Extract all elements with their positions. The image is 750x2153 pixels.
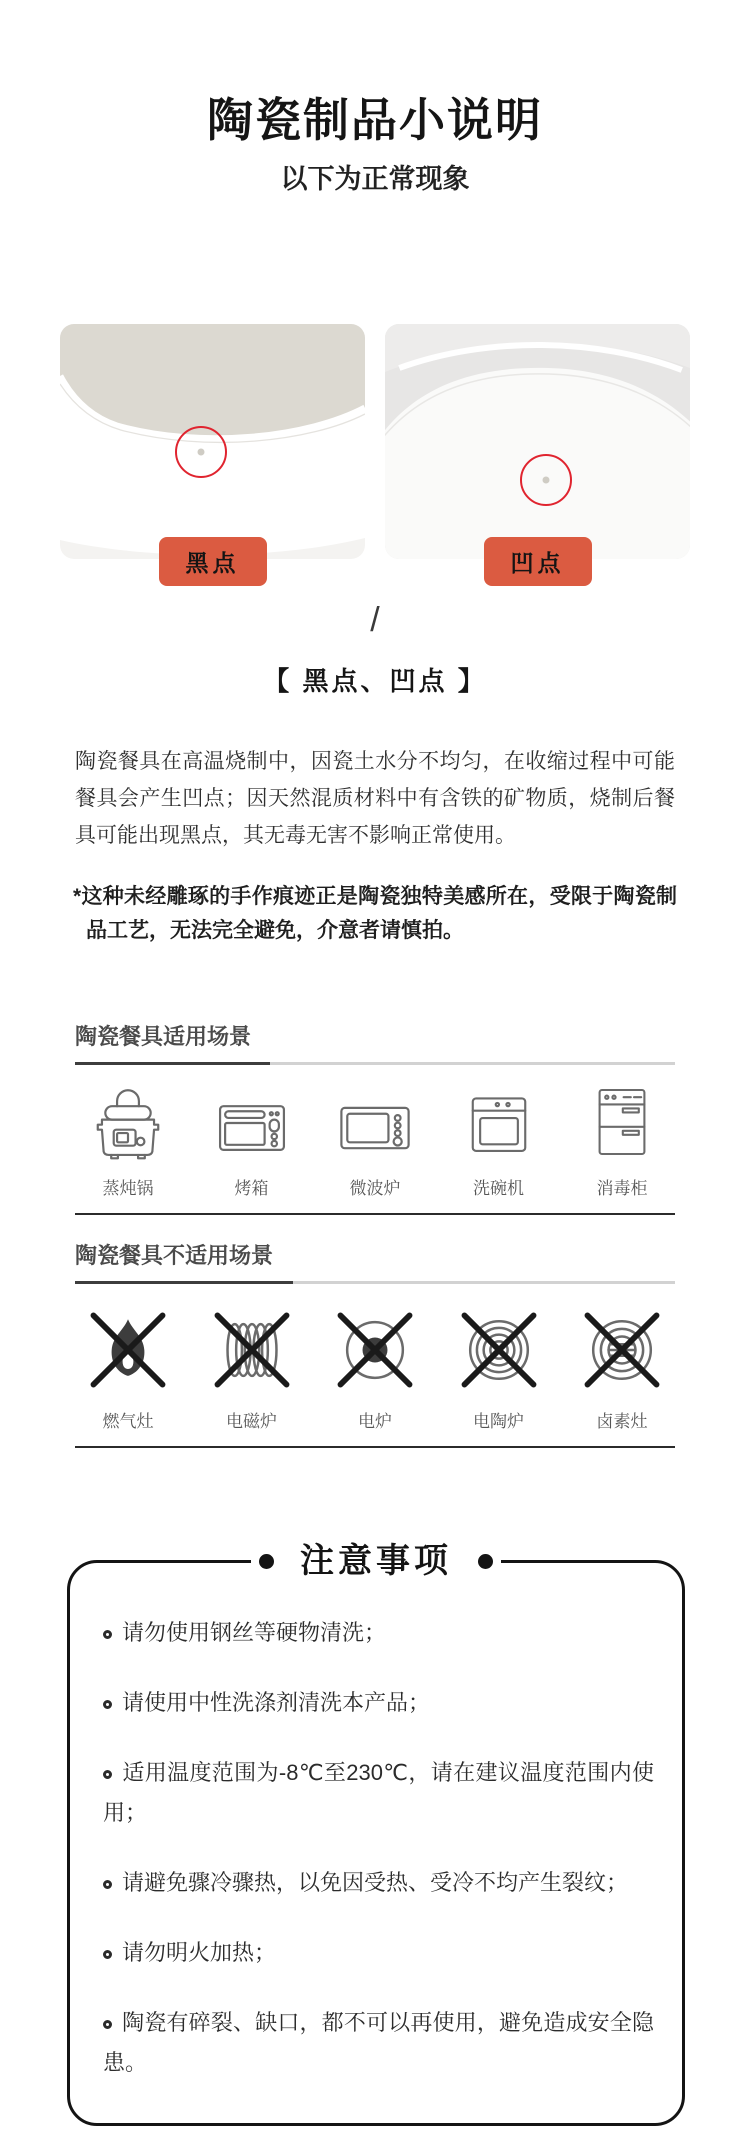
gas-stove-crossed-icon: [80, 1298, 176, 1398]
electric-stove-crossed-icon: [327, 1298, 423, 1398]
unsuitable-section-bottom-line: [75, 1446, 675, 1448]
scene-label: 卤素灶: [596, 1412, 648, 1431]
circle-bullet-icon: [103, 2020, 112, 2029]
precaution-item: [103, 1863, 654, 1903]
defect-photos-row: [60, 324, 690, 576]
black-dot-tag: 黑点: [159, 537, 267, 586]
page-title: 陶瓷制品小说明: [207, 94, 543, 146]
scene-item-electric-stove: [322, 1298, 428, 1434]
pit-dot-tag: 凹点: [484, 537, 592, 586]
scene-item-oven: [199, 1079, 305, 1201]
precaution-item: [103, 1933, 654, 1973]
scene-item-induction-cooker: [199, 1298, 305, 1434]
precaution-text: 陶瓷有碎裂、缺口，都不可以再使用，避免造成安全隐患。: [103, 2010, 654, 2075]
dishwasher-icon: [458, 1079, 540, 1165]
pit-dot-mark: [543, 477, 550, 484]
unsuitable-scenes-section: [75, 1241, 675, 1448]
defect-heading: 【 黑点、凹点 】: [263, 666, 487, 696]
circle-bullet-icon: [103, 1700, 112, 1709]
halogen-stove-crossed-icon: [574, 1298, 670, 1398]
scene-item-microwave: [322, 1079, 428, 1201]
circle-bullet-icon: [103, 1950, 112, 1959]
suitable-scenes-heading: 陶瓷餐具适用场景: [75, 1024, 252, 1049]
precautions-list: [103, 1613, 654, 2083]
scene-item-steam-pot: [75, 1079, 181, 1201]
precaution-text: 请勿明火加热；: [122, 1940, 277, 1965]
scene-label: 电陶炉: [473, 1412, 524, 1431]
precaution-text: 请勿使用钢丝等硬物清洗；: [122, 1620, 387, 1645]
circle-bullet-icon: [103, 1770, 112, 1779]
black-dot-annotation-circle-icon: [175, 426, 227, 478]
electric-ceramic-stove-crossed-icon: [451, 1298, 547, 1398]
scene-item-dishwasher: [446, 1079, 552, 1201]
pit-dot-annotation-circle-icon: [520, 454, 572, 506]
circle-bullet-icon: [103, 1880, 112, 1889]
suitable-scenes-section: [75, 1022, 675, 1215]
scene-item-electric-ceramic-stove: [446, 1298, 552, 1434]
unsuitable-scenes-heading: 陶瓷餐具不适用场景: [75, 1243, 274, 1268]
precaution-item: [103, 2003, 654, 2083]
scene-label: 烤箱: [234, 1179, 269, 1198]
lid-illustration: [385, 324, 690, 559]
precaution-item: [103, 1613, 654, 1653]
black-dot-mark: [198, 449, 205, 456]
precaution-text: 请使用中性洗涤剂清洗本产品；: [122, 1690, 431, 1715]
induction-cooker-crossed-icon: [204, 1298, 300, 1398]
unsuitable-icons-row: [75, 1298, 675, 1434]
precautions-title: [251, 1536, 501, 1586]
scene-label: 洗碗机: [473, 1179, 524, 1198]
unsuitable-heading-divider: [75, 1281, 675, 1284]
scene-item-gas-stove: [75, 1298, 181, 1434]
bullet-dot-icon: [478, 1554, 493, 1569]
oven-icon: [208, 1079, 296, 1165]
defect-description: 陶瓷餐具在高温烧制中，因瓷土水分不均匀，在收缩过程中可能餐具会产生凹点；因天然混质材料中有含铁的矿物质，烧制后餐具可能出现黑点，其无毒无害不影响正常使用。: [75, 750, 675, 847]
black-dot-card: [60, 324, 365, 576]
slash-divider: /: [370, 601, 380, 639]
precautions-box: [67, 1542, 685, 2126]
pit-dot-card: [385, 324, 690, 576]
precaution-text: 请避免骤冷骤热，以免因受热、受冷不均产生裂纹；: [122, 1870, 629, 1895]
microwave-icon: [331, 1079, 419, 1165]
precaution-item: [103, 1753, 654, 1833]
suitable-heading-divider: [75, 1062, 675, 1065]
suitable-section-bottom-line: [75, 1213, 675, 1215]
scene-label: 电磁炉: [226, 1412, 277, 1431]
scene-label: 蒸炖锅: [102, 1179, 154, 1198]
bullet-dot-icon: [259, 1554, 274, 1569]
scene-label: 消毒柜: [596, 1179, 648, 1198]
scene-item-sterilizer: [569, 1079, 675, 1201]
precaution-item: [103, 1683, 654, 1723]
suitable-icons-row: [75, 1079, 675, 1201]
scene-label: 微波炉: [349, 1179, 401, 1198]
scene-label: 燃气灶: [102, 1412, 154, 1431]
steam-pot-icon: [86, 1079, 170, 1165]
ceramic-bowl-photo: [60, 324, 365, 559]
precaution-text: 适用温度范围为-8℃至230℃，请在建议温度范围内使用；: [103, 1760, 654, 1825]
precautions-title-text: 注意事项: [300, 1542, 452, 1580]
ceramic-lid-photo: [385, 324, 690, 559]
scene-label: 电炉: [358, 1412, 392, 1431]
page-subtitle: 以下为正常现象: [280, 164, 470, 194]
circle-bullet-icon: [103, 1630, 112, 1639]
defect-note: *这种未经雕琢的手作痕迹正是陶瓷独特美感所在，受限于陶瓷制品工艺，无法完全避免，介意者请慎拍。: [73, 885, 677, 942]
scene-item-halogen-stove: [569, 1298, 675, 1434]
sterilizer-cabinet-icon: [582, 1079, 662, 1165]
